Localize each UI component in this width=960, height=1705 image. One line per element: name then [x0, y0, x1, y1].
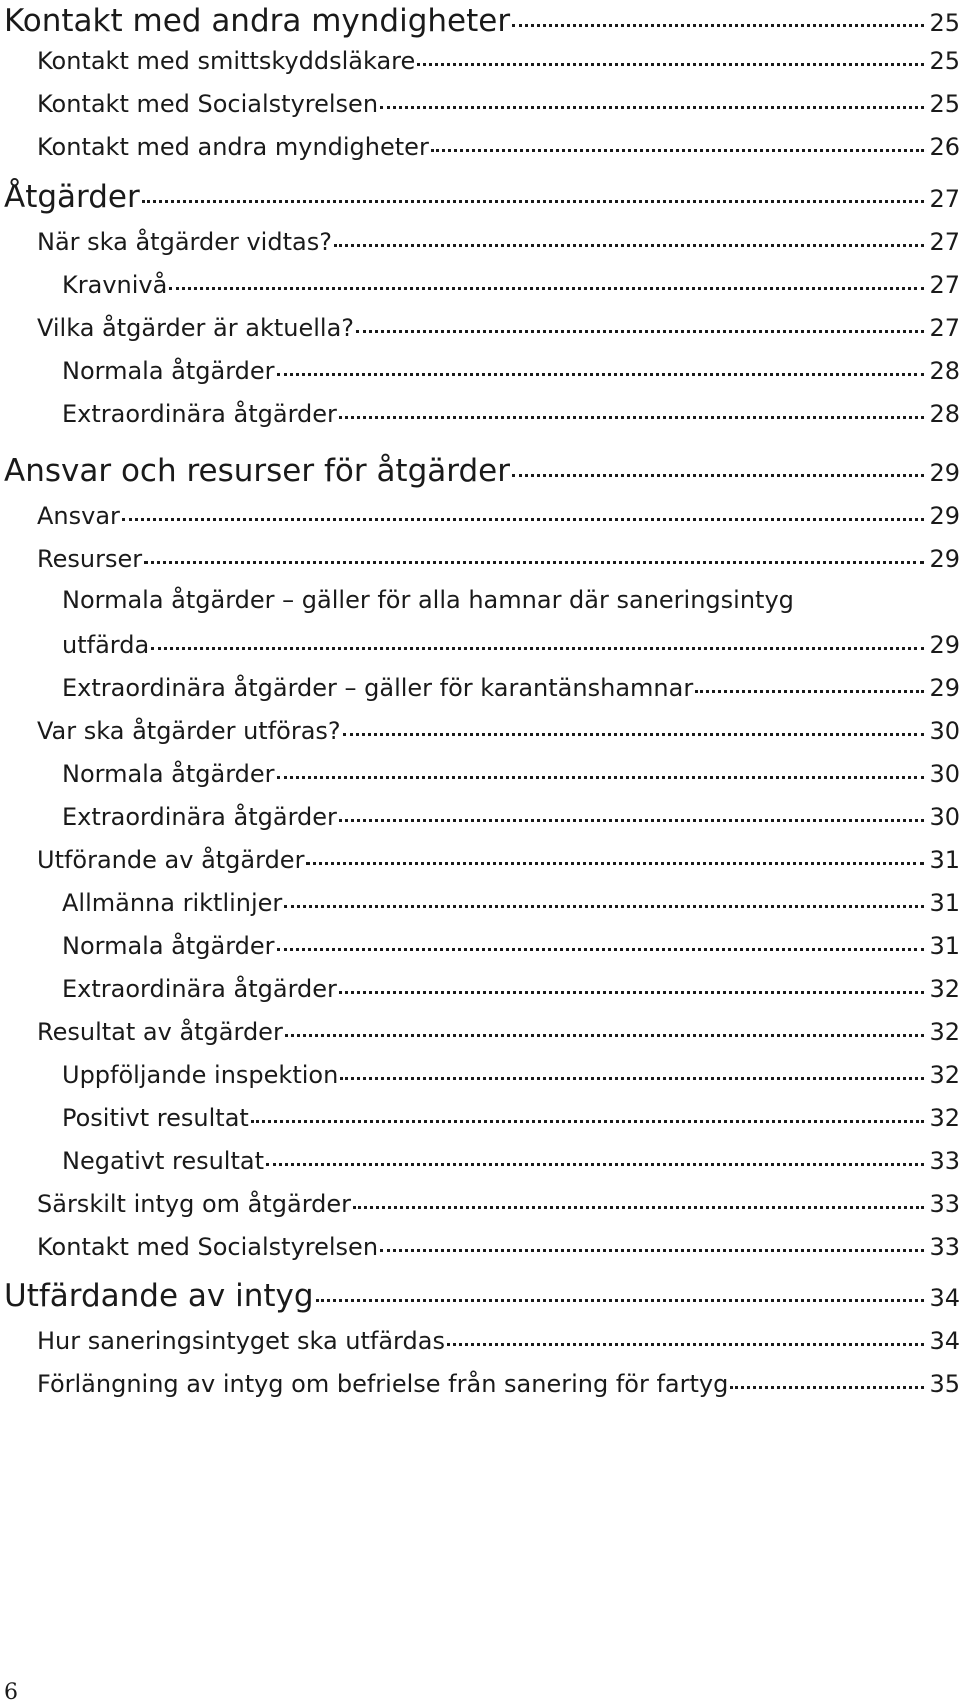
dot-leader — [169, 269, 924, 293]
dot-leader — [431, 131, 924, 155]
toc-entry-page: 27 — [929, 271, 960, 299]
dot-leader — [447, 1325, 924, 1349]
toc-entry[interactable] — [62, 398, 960, 428]
toc-entry[interactable] — [37, 131, 960, 161]
toc-entry-title: Normala åtgärder — [62, 760, 275, 788]
dot-leader — [284, 887, 924, 911]
footer-page-number: 6 — [4, 1680, 18, 1705]
toc-entry[interactable] — [62, 887, 960, 917]
toc-entry-title: Kontakt med Socialstyrelsen — [37, 1233, 379, 1261]
toc-entry-page: 28 — [929, 357, 960, 385]
toc-entry[interactable] — [62, 1145, 960, 1175]
toc-entry[interactable] — [62, 801, 960, 831]
toc-entry-page: 32 — [929, 1061, 960, 1089]
dot-leader — [380, 88, 924, 112]
toc-entry-page: 32 — [929, 1018, 960, 1046]
dot-leader — [285, 1016, 924, 1040]
toc-entry[interactable] — [37, 226, 960, 256]
toc-entry[interactable] — [62, 269, 960, 299]
toc-entry-page: 29 — [929, 631, 960, 659]
toc-entry-page: 32 — [929, 1104, 960, 1132]
dot-leader — [316, 1275, 924, 1306]
toc-entry-title: Var ska åtgärder utföras? — [37, 717, 341, 745]
toc-entry[interactable] — [62, 672, 960, 702]
toc-entry-page: 25 — [929, 47, 960, 75]
toc-entry-page: 28 — [929, 400, 960, 428]
toc-entry[interactable] — [37, 844, 960, 874]
toc-entry[interactable] — [37, 1188, 960, 1218]
toc-entry[interactable] — [4, 0, 960, 39]
dot-leader — [306, 844, 924, 868]
toc-entry[interactable] — [4, 1275, 960, 1314]
toc-entry[interactable] — [37, 715, 960, 745]
toc-entry-page: 34 — [929, 1284, 960, 1312]
toc-entry[interactable] — [62, 930, 960, 960]
dot-leader — [340, 1059, 924, 1083]
toc-entry-page: 30 — [929, 760, 960, 788]
dot-leader — [339, 973, 924, 997]
toc-entry-title: Resultat av åtgärder — [37, 1018, 283, 1046]
dot-leader — [512, 0, 924, 31]
dot-leader — [142, 176, 924, 207]
toc-entry-title: Ansvar — [37, 502, 120, 530]
toc-entry-title: Normala åtgärder — [62, 357, 275, 385]
dot-leader — [339, 398, 924, 422]
toc-entry[interactable] — [4, 176, 960, 215]
toc-entry-title: Extraordinära åtgärder — [62, 400, 337, 428]
toc-entry-page: 30 — [929, 717, 960, 745]
toc-entry-title: Extraordinära åtgärder — [62, 803, 337, 831]
toc-entry[interactable] — [37, 1325, 960, 1355]
toc-entry[interactable] — [37, 88, 960, 118]
toc-entry-title: Resurser — [37, 545, 143, 573]
toc-entry-title: Förlängning av intyg om befrielse från sanering för fartyg — [37, 1370, 729, 1398]
toc-entry-page: 31 — [929, 889, 960, 917]
dot-leader — [251, 1102, 924, 1126]
dot-leader — [151, 629, 924, 653]
dot-leader — [356, 312, 924, 336]
toc-entry-title: Normala åtgärder — [62, 932, 275, 960]
toc-entry-page: 29 — [929, 545, 960, 573]
dot-leader — [353, 1188, 924, 1212]
dot-leader — [266, 1145, 924, 1169]
toc-entry[interactable] — [62, 1059, 960, 1089]
toc-entry[interactable] — [62, 629, 960, 659]
toc-entry[interactable] — [4, 450, 960, 489]
toc-entry[interactable] — [62, 355, 960, 385]
toc-entry-page: 25 — [929, 90, 960, 118]
dot-leader — [277, 930, 924, 954]
toc-entry-title: Kontakt med andra myndigheter — [4, 3, 511, 39]
toc-entry-title: Ansvar och resurser för åtgärder — [4, 453, 510, 489]
toc-entry[interactable] — [37, 1231, 960, 1261]
toc-entry-title: Positivt resultat — [62, 1104, 249, 1132]
toc-entry-page: 29 — [929, 459, 960, 487]
dot-leader — [417, 45, 924, 69]
toc-entry-title: Åtgärder — [4, 179, 140, 215]
dot-leader — [277, 758, 924, 782]
toc-entry-page: 27 — [929, 228, 960, 256]
toc-entry[interactable] — [37, 312, 960, 342]
toc-entry-page: 31 — [929, 932, 960, 960]
toc-entry[interactable] — [37, 543, 960, 573]
toc-entry[interactable] — [37, 1368, 960, 1398]
toc-entry[interactable] — [37, 45, 960, 75]
dot-leader — [144, 543, 924, 567]
toc-entry[interactable] — [37, 1016, 960, 1046]
dot-leader — [695, 672, 924, 696]
dot-leader — [343, 715, 924, 739]
toc-entry-title: Extraordinära åtgärder – gäller för karantänshamnar — [62, 674, 694, 702]
toc-entry-page: 27 — [929, 185, 960, 213]
toc-entry-title: Utfärdande av intyg — [4, 1278, 314, 1314]
toc-entry-title: Kontakt med Socialstyrelsen — [37, 90, 379, 118]
toc-entry-title: Hur saneringsintyget ska utfärdas — [37, 1327, 445, 1355]
dot-leader — [334, 226, 924, 250]
toc-entry-title: Extraordinära åtgärder — [62, 975, 337, 1003]
toc-entry[interactable] — [62, 758, 960, 788]
toc-entry-page: 35 — [929, 1370, 960, 1398]
toc-entry-title-line2: utfärda — [62, 631, 150, 659]
toc-entry[interactable] — [62, 973, 960, 1003]
toc-entry-title: Uppföljande inspektion — [62, 1061, 339, 1089]
dot-leader — [380, 1231, 924, 1255]
toc-entry-title: Särskilt intyg om åtgärder — [37, 1190, 352, 1218]
toc-entry-page: 33 — [929, 1233, 960, 1261]
toc-entry[interactable] — [62, 1102, 960, 1132]
toc-entry-title: När ska åtgärder vidtas? — [37, 228, 332, 256]
toc-entry-title: Kravnivå — [62, 271, 168, 299]
toc-entry-title: Utförande av åtgärder — [37, 846, 305, 874]
toc-entry[interactable] — [37, 500, 960, 530]
toc-entry-title-line1[interactable]: Normala åtgärder – gäller för alla hamnar där saneringsintyg — [62, 586, 794, 614]
toc-entry-page: 27 — [929, 314, 960, 342]
toc-entry-page: 26 — [929, 133, 960, 161]
toc-entry-page: 25 — [929, 9, 960, 37]
dot-leader — [339, 801, 924, 825]
toc-entry-title: Negativt resultat — [62, 1147, 264, 1175]
dot-leader — [277, 355, 924, 379]
toc-entry-page: 30 — [929, 803, 960, 831]
toc-entry-title: Kontakt med smittskyddsläkare — [37, 47, 416, 75]
toc-entry-page: 29 — [929, 674, 960, 702]
toc-entry-page: 29 — [929, 502, 960, 530]
toc-entry-page: 32 — [929, 975, 960, 1003]
toc-entry-page: 31 — [929, 846, 960, 874]
dot-leader — [730, 1368, 924, 1392]
toc-entry-title: Allmänna riktlinjer — [62, 889, 283, 917]
toc-entry-title: Vilka åtgärder är aktuella? — [37, 314, 355, 342]
toc-entry-page: 33 — [929, 1147, 960, 1175]
toc-entry-title: Kontakt med andra myndigheter — [37, 133, 429, 161]
dot-leader — [512, 450, 924, 481]
toc-entry-page: 33 — [929, 1190, 960, 1218]
dot-leader — [122, 500, 924, 524]
toc-entry-page: 34 — [929, 1327, 960, 1355]
